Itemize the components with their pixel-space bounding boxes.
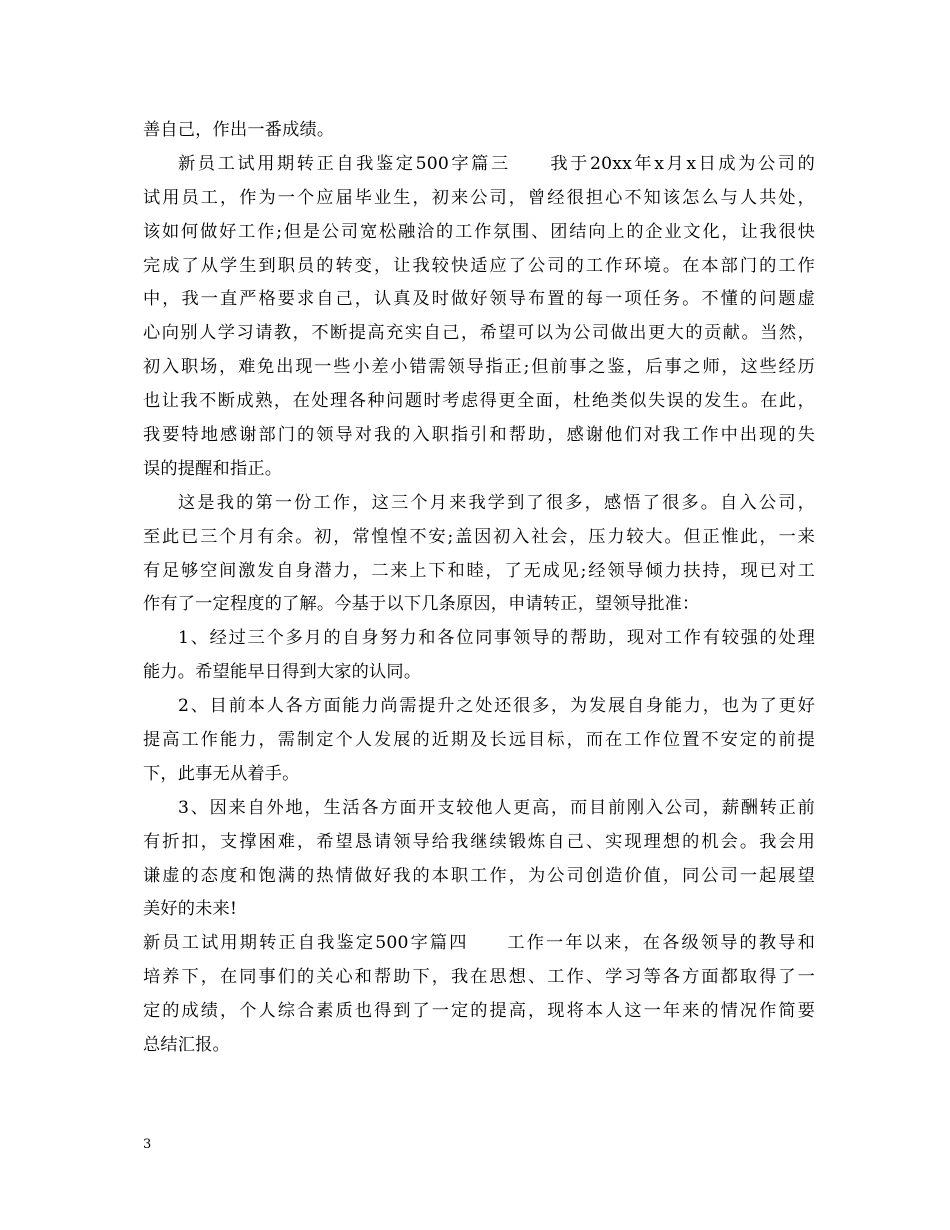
text-line: 美好的未来!	[143, 899, 238, 920]
text-line: 新员工试用期转正自我鉴定500字篇四 工作一年以来，在各级领导的教导和	[143, 933, 815, 954]
text-line: 作有了一定程度的了解。今基于以下几条原因，申请转正，望领导批准：	[143, 594, 700, 615]
text-line: 我要特地感谢部门的领导对我的入职指引和帮助，感谢他们对我工作中出现的失	[143, 425, 815, 446]
text-line: 3、因来自外地，生活各方面开支较他人更高，而目前刚入公司，薪酬转正前	[178, 797, 815, 818]
text-line: 谦虚的态度和饱满的热情做好我的本职工作，为公司创造价值，同公司一起展望	[143, 865, 815, 886]
text-line: 中，我一直严格要求自己，认真及时做好领导布置的每一项任务。不懂的问题虚	[143, 289, 815, 310]
text-line: 能力。希望能早日得到大家的认同。	[143, 662, 422, 683]
text-line: 至此已三个月有余。初，常惶惶不安;盖因初入社会，压力较大。但正惟此，一来	[143, 526, 815, 547]
text-line: 这是我的第一份工作，这三个月来我学到了很多，感悟了很多。自入公司，	[178, 492, 815, 513]
text-line: 试用员工，作为一个应届毕业生，初来公司，曾经很担心不知该怎么与人共处，	[143, 187, 815, 208]
text-line: 培养下，在同事们的关心和帮助下，我在思想、工作、学习等各方面都取得了一	[143, 967, 815, 988]
text-line: 误的提醒和指正。	[143, 458, 283, 479]
text-line: 1、经过三个多月的自身努力和各位同事领导的帮助，现对工作有较强的处理	[178, 628, 815, 649]
text-line: 总结汇报。	[143, 1035, 230, 1056]
text-line: 初入职场，难免出现一些小差小错需领导指正;但前事之鉴，后事之师，这些经历	[143, 357, 815, 378]
text-line: 完成了从学生到职员的转变，让我较快适应了公司的工作环境。在本部门的工作	[143, 255, 815, 276]
text-line: 提高工作能力，需制定个人发展的近期及长远目标，而在工作位置不安定的前提	[143, 730, 815, 751]
text-line: 善自己，作出一番成绩。	[143, 120, 335, 140]
page-number: 3	[143, 1137, 152, 1152]
text-line: 定的成绩，个人综合素质也得到了一定的提高，现将本人这一年来的情况作简要	[143, 1001, 815, 1022]
text-line: 下，此事无从着手。	[143, 763, 300, 784]
text-line: 该如何做好工作;但是公司宽松融洽的工作氛围、团结向上的企业文化，让我很快	[143, 221, 815, 242]
document-body	[143, 114, 815, 1063]
text-line: 新员工试用期转正自我鉴定500字篇三 我于20xx年x月x日成为公司的	[178, 153, 815, 174]
text-line: 有足够空间激发自身潜力，二来上下和睦，了无成见;经领导倾力扶持，现已对工	[143, 560, 815, 581]
text-line: 心向别人学习请教，不断提高充实自己，希望可以为公司做出更大的贡献。当然，	[143, 323, 815, 344]
text-line: 也让我不断成熟，在处理各种问题时考虑得更全面，杜绝类似失误的发生。在此，	[143, 391, 815, 412]
text-line: 有折扣，支撑困难，希望恳请领导给我继续锻炼自己、实现理想的机会。我会用	[143, 831, 815, 852]
text-line: 2、目前本人各方面能力尚需提升之处还很多，为发展自身能力，也为了更好	[178, 696, 815, 717]
